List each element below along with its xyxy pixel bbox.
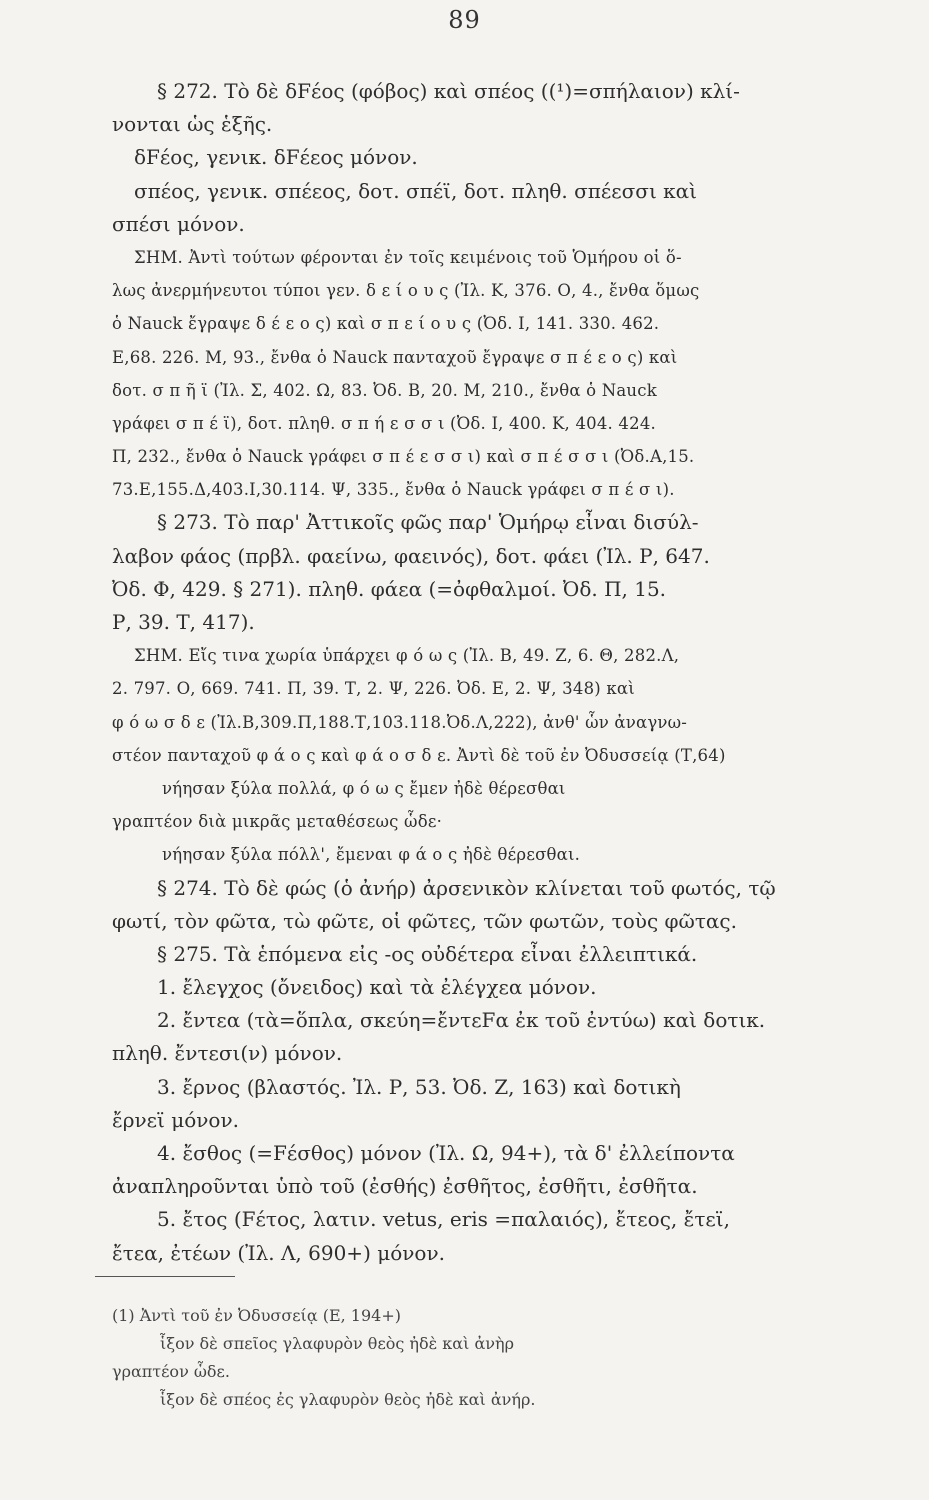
text-line: 3. ἔρνος (βλαστός. Ἰλ. Ρ, 53. Ὀδ. Ζ, 163) καὶ δοτικὴ: [157, 1074, 681, 1099]
text-line: Ὀδ. Φ, 429. § 271). πληθ. φάεα (=ὀφθαλμοί. Ὀδ. Π, 15.: [112, 576, 667, 601]
footnote-line: ἷξον δὲ σπεῖος γλαφυρὸν θεὸς ἠδὲ καὶ ἀνὴρ: [160, 1334, 514, 1353]
text-line: φωτί, τὸν φῶτα, τὼ φῶτε, οἱ φῶτες, τῶν φωτῶν, τοὺς φῶτας.: [112, 908, 737, 933]
text-line: νονται ὡς ἑξῆς.: [112, 112, 273, 137]
text-line: λαβον φάος (πρβλ. φαείνω, φαεινός), δοτ. φάει (Ἰλ. Ρ, 647.: [112, 543, 710, 568]
text-line: πληθ. ἔντεσι(ν) μόνον.: [112, 1041, 343, 1066]
text-line: 1. ἔλεγχος (ὄνειδος) καὶ τὰ ἐλέγχεα μόνον.: [157, 975, 597, 1000]
text-line: νήησαν ξύλα πολλά, φ ό ω ς ἔμεν ἠδὲ θέρεσθαι: [162, 778, 566, 798]
text-line: Π, 232., ἔνθα ὁ Nauck γράφει σ π έ ε σ σ ι) καὶ σ π έ σ σ ι (Ὀδ.Α,15.: [112, 447, 695, 467]
text-line: ΣΗΜ. Εἴς τινα χωρία ὑπάρχει φ ό ω ς (Ἰλ. Β, 49. Ζ, 6. Θ, 282.Λ,: [134, 646, 680, 666]
text-line: δοτ. σ π ῆ ϊ (Ἰλ. Σ, 402. Ω, 83. Ὀδ. Β, 20. Μ, 210., ἔνθα ὁ Nauck: [112, 380, 657, 400]
text-line: ΣΗΜ. Ἀντὶ τούτων φέρονται ἐν τοῖς κειμένοις τοῦ Ὁμήρου οἱ ὅ-: [134, 247, 682, 267]
text-line: § 275. Τὰ ἑπόμενα εἰς -ος οὐδέτερα εἶναι ἐλλειπτικά.: [157, 941, 698, 966]
text-line: ἔτεα, ἐτέων (Ἰλ. Λ, 690+) μόνον.: [112, 1240, 445, 1265]
text-line: σπέσι μόνον.: [112, 211, 245, 236]
text-line: στέον πανταχοῦ φ ά ο ς καὶ φ ά ο σ δ ε. Ἀντὶ δὲ τοῦ ἐν Ὀδυσσείᾳ (Τ,64): [112, 745, 726, 765]
text-line: ἔρνεϊ μόνον.: [112, 1107, 239, 1132]
text-line: Ρ, 39. Τ, 417).: [112, 610, 255, 634]
text-line: 2. ἔντεα (τὰ=ὅπλα, σκεύη=ἔντεFα ἐκ τοῦ ἐντύω) καὶ δοτικ.: [157, 1008, 766, 1033]
text-line: 4. ἔσθος (=Fέσθος) μόνον (Ἰλ. Ω, 94+), τὰ δ' ἐλλείποντα: [157, 1141, 735, 1165]
page-number: 89: [448, 6, 481, 34]
footnote-line: ἷξον δὲ σπέος ἐς γλαφυρὸν θεὸς ἠδὲ καὶ ἀνήρ.: [160, 1390, 536, 1409]
text-line: 2. 797. Ο, 669. 741. Π, 39. Τ, 2. Ψ, 226. Ὀδ. Ε, 2. Ψ, 348) καὶ: [112, 679, 635, 699]
text-line: 73.Ε,155.Δ,403.Ι,30.114. Ψ, 335., ἔνθα ὁ Nauck γράφει σ π έ σ ι).: [112, 480, 675, 500]
text-line: 5. ἔτος (Fέτος, λατιν. vetus, eris =παλαιός), ἔτεος, ἔτεϊ,: [157, 1207, 730, 1232]
text-line: λως ἀνερμήνευτοι τύποι γεν. δ ε ί ο υ ς (Ἰλ. Κ, 376. Ο, 4., ἔνθα ὅμως: [112, 281, 700, 301]
main-text: [112, 75, 824, 1270]
text-line: Ε,68. 226. Μ, 93., ἔνθα ὁ Nauck πανταχοῦ ἔγραψε σ π έ ε ο ς) καὶ: [112, 347, 678, 367]
footnote-separator: [95, 1276, 235, 1277]
footnote-line: γραπτέον ὧδε.: [112, 1362, 230, 1381]
footnotes: [112, 1302, 812, 1414]
text-line: § 272. Τὸ δὲ δFέος (φόβος) καὶ σπέος ((¹)=σπήλαιον) κλί-: [157, 79, 740, 103]
text-line: φ ό ω σ δ ε (Ἰλ.Β,309.Π,188.Τ,103.118.Ὀδ.Λ,222), ἀνθ' ὧν ἀναγνω-: [112, 712, 688, 732]
footnote-line: (1) Ἀντὶ τοῦ ἐν Ὀδυσσείᾳ (Ε, 194+): [112, 1306, 401, 1325]
text-line: γραπτέον διὰ μικρᾶς μεταθέσεως ὧδε·: [112, 812, 443, 832]
text-line: νήησαν ξύλα πόλλ', ἔμεναι φ ά ο ς ἠδὲ θέρεσθαι.: [162, 845, 581, 865]
text-line: § 274. Τὸ δὲ φώς (ὁ ἀνήρ) ἀρσενικὸν κλίνεται τοῦ φωτός, τῷ: [157, 875, 776, 900]
text-line: ἀναπληροῦνται ὑπὸ τοῦ (ἐσθής) ἐσθῆτος, ἐσθῆτι, ἐσθῆτα.: [112, 1174, 698, 1199]
text-line: σπέος, γενικ. σπέεος, δοτ. σπέϊ, δοτ. πληθ. σπέεσσι καὶ: [134, 178, 697, 203]
text-line: δFέος, γενικ. δFέεος μόνον.: [134, 145, 418, 170]
text-line: § 273. Τὸ παρ' Ἀττικοῖς φῶς παρ' Ὁμήρῳ εἶναι δισύλ-: [157, 510, 699, 535]
text-line: γράφει σ π έ ϊ), δοτ. πληθ. σ π ή ε σ σ ι (Ὀδ. Ι, 400. Κ, 404. 424.: [112, 413, 656, 433]
text-line: ὁ Nauck ἔγραψε δ έ ε ο ς) καὶ σ π ε ί ο υ ς (Ὀδ. Ι, 141. 330. 462.: [112, 314, 660, 334]
